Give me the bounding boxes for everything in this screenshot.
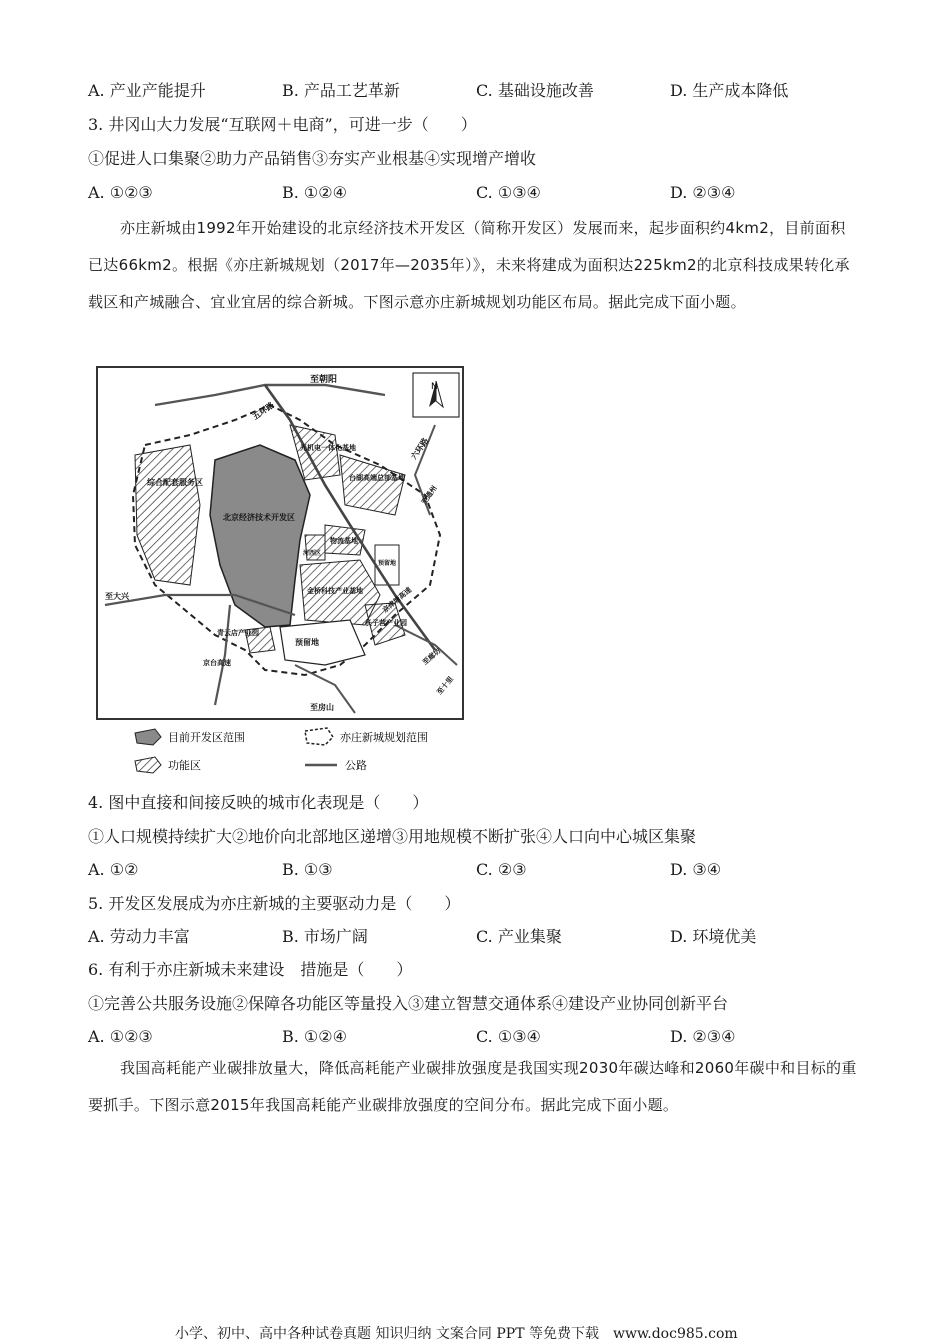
q5-stem: 5. 开发区发展成为亦庄新城的主要驱动力是（ ） xyxy=(88,894,461,913)
label-daxing: 至大兴 xyxy=(105,592,129,601)
q5-option-b: B. 市场广阔 xyxy=(282,927,368,946)
q4-items: ①人口规模持续扩大②地价向北部地区递增③用地规模不断扩张④人口向中心城区集聚 xyxy=(88,827,697,846)
label-yuliu2: 预留地 xyxy=(295,638,319,647)
q3-items: ①促进人口集聚②助力产品销售③夯实产业根基④实现增产增收 xyxy=(88,149,537,168)
label-liuhuan: 六环路 xyxy=(409,436,431,462)
q5-option-d: D. 环境优美 xyxy=(670,927,757,946)
q6-options xyxy=(88,1026,868,1048)
label-kaifaqu: 北京经济技术开发区 xyxy=(223,513,295,522)
label-chaoyang: 至朝阳 xyxy=(310,375,338,385)
label-changzi: 长子营产业园 xyxy=(365,619,407,627)
label-xibei: 至十里 xyxy=(435,675,456,697)
north-label: N xyxy=(431,382,438,392)
label-tongzhou: 至通州 xyxy=(420,484,439,507)
q3-option-d: D. ②③④ xyxy=(670,183,736,202)
legend-road-label: 公路 xyxy=(345,759,367,772)
passage-yizhuang: 亦庄新城由1992年开始建设的北京经济技术开发区（简称开发区）发展而来，起步面积约4km2，目前面积已达66km2。根据《亦庄新城规划（2017年—2035年）》，未来将建成为面积达225km2的北京科技成果转化承载区和产城融合、宜业宜居的综合新城。下图示意亦庄新城规划功能区布局。据此完成下面小题。 xyxy=(88,219,850,311)
legend-plan-label: 亦庄新城规划范围 xyxy=(340,731,428,744)
legend-zone-label: 功能区 xyxy=(168,759,201,772)
q2-option-c: C. 基础设施改善 xyxy=(476,81,594,100)
label-wuhuan: 五环路 xyxy=(250,400,276,422)
legend-dev-label: 目前开发区范围 xyxy=(168,731,245,744)
q4-stem: 4. 图中直接和间接反映的城市化表现是（ ） xyxy=(88,793,429,812)
q5-option-a: A. 劳动力丰富 xyxy=(88,927,190,946)
q6-option-d: D. ②③④ xyxy=(670,1027,736,1046)
q4-option-c: C. ②③ xyxy=(476,860,527,879)
label-jinqiao: 金桥科技产业基地 xyxy=(307,587,363,595)
q6-option-a: A. ①②③ xyxy=(88,1027,153,1046)
reserve-land-south xyxy=(280,620,365,665)
q4-option-b: B. ①③ xyxy=(282,860,333,879)
label-taihu: 台湖高端总部基地 xyxy=(349,474,405,482)
q3-option-b: B. ①②④ xyxy=(282,183,347,202)
label-langfang: 至廊坊 xyxy=(421,646,443,667)
q2-option-b: B. 产品工艺革新 xyxy=(282,81,400,100)
q4-options xyxy=(88,859,868,881)
legend-swatch-dev xyxy=(135,729,161,745)
label-yuliu1: 预留地 xyxy=(378,560,397,567)
q3-option-a: A. ①②③ xyxy=(88,183,153,202)
label-wuliu: 物流基地 xyxy=(330,537,358,545)
label-qingyun: 青云店产业园 xyxy=(217,629,259,637)
q6-stem: 6. 有利于亦庄新城未来建设 措施是（ ） xyxy=(88,960,413,979)
label-jingtai: 京台高速 xyxy=(203,659,231,667)
passage-carbon: 我国高耗能产业碳排放量大，降低高耗能产业碳排放强度是我国实现2030年碳达峰和2060年碳中和目标的重要抓手。下图示意2015年我国高耗能产业碳排放强度的空间分布。据此完成下面小题。 xyxy=(88,1059,857,1114)
q5-options xyxy=(88,926,868,948)
q3-options xyxy=(88,182,868,204)
legend-swatch-plan xyxy=(305,728,333,745)
label-fangshan: 至房山 xyxy=(310,703,334,712)
q2-option-d: D. 生产成本降低 xyxy=(670,81,789,100)
q6-option-b: B. ①②④ xyxy=(282,1027,347,1046)
q6-option-c: C. ①③④ xyxy=(476,1027,541,1046)
q4-option-a: A. ①② xyxy=(88,860,139,879)
q6-items: ①完善公共服务设施②保障各功能区等量投入③建立智慧交通体系④建设产业协同创新平台 xyxy=(88,994,729,1013)
q3-option-c: C. ①③④ xyxy=(476,183,541,202)
label-zonghe: 综合配套服务区 xyxy=(147,478,203,487)
q5-option-c: C. 产业集聚 xyxy=(476,927,562,946)
label-guangji: 光机电一体化基地 xyxy=(300,444,356,452)
q2-option-a: A. 产业产能提升 xyxy=(88,81,206,100)
label-heban: 河西区 xyxy=(303,550,322,557)
label-jinghu: 京津塘高速 xyxy=(381,585,414,615)
q4-option-d: D. ③④ xyxy=(670,860,722,879)
legend-swatch-zone xyxy=(135,757,161,773)
q3-stem: 3. 井冈山大力发展“互联网＋电商”，可进一步（ ） xyxy=(88,115,477,134)
q2-options xyxy=(88,80,868,102)
page-footer: 小学、初中、高中各种试卷真题 知识归纳 文案合同 PPT 等免费下载 www.doc985.com xyxy=(175,1326,738,1342)
yizhuang-map-figure xyxy=(95,365,475,775)
